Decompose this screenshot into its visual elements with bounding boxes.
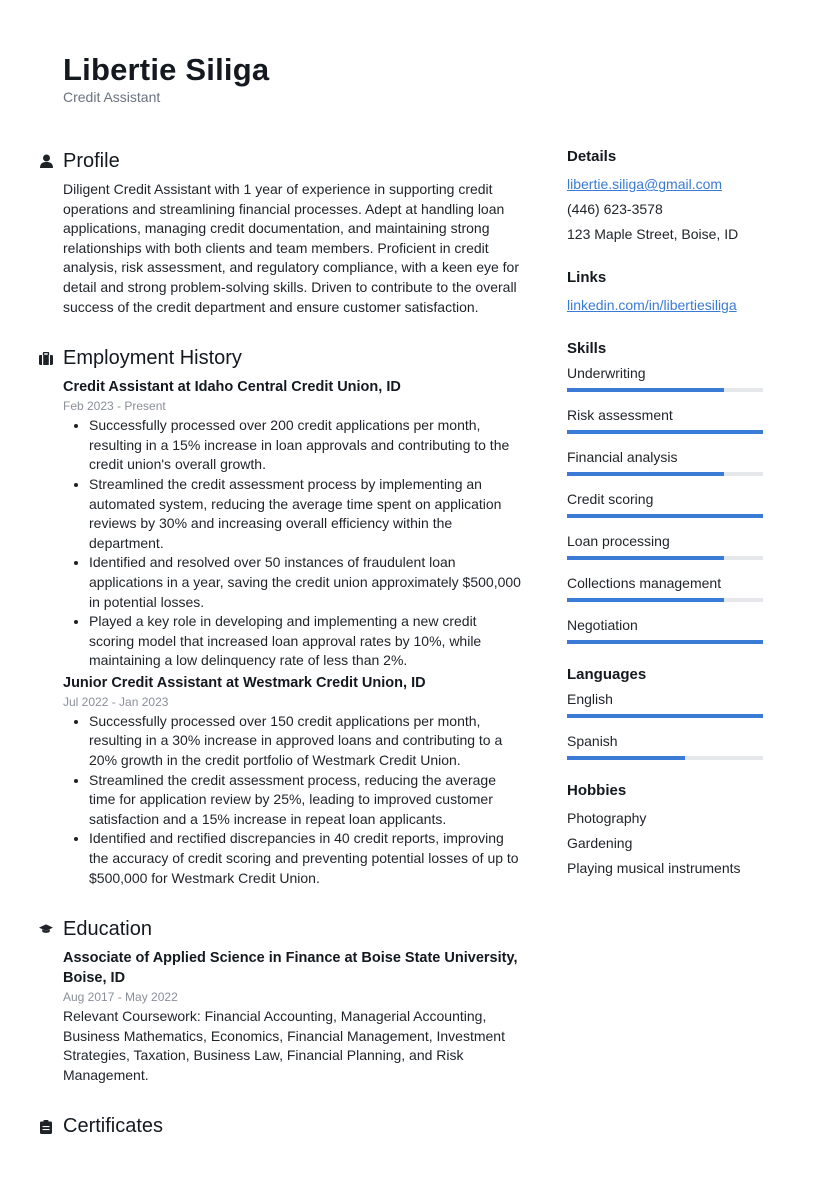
profile-text: Diligent Credit Assistant with 1 year of experience in supporting credit operations and streamlining financial processes. Adept at handling loan applications, managing credit documentation, and maintaining strong relationships with both clients and team members. Proficient in credit analysis, risk assessment, and regulatory compliance, with a keen eye for detail and strong problem-solving skills. Driven to contribute to the overall success of the credit department and ensure customer satisfaction. xyxy=(63,181,519,315)
skill-level-bar xyxy=(567,598,763,602)
skill-name: Loan processing xyxy=(567,533,670,549)
job-entry xyxy=(63,673,523,888)
graduation-cap-icon xyxy=(39,922,53,936)
skill-item xyxy=(567,448,767,476)
language-level-fill xyxy=(567,714,763,718)
skill-item xyxy=(567,364,767,392)
language-level-bar xyxy=(567,714,763,718)
skills-section xyxy=(567,338,767,644)
certificates-section xyxy=(63,1112,523,1142)
skill-level-fill xyxy=(567,514,763,518)
candidate-name: Libertie Siliga xyxy=(63,52,270,87)
job-title: Junior Credit Assistant at Westmark Credit Union, ID xyxy=(63,674,426,691)
skill-name: Credit scoring xyxy=(567,491,654,507)
skill-level-bar xyxy=(567,556,763,560)
skill-name: Risk assessment xyxy=(567,407,673,423)
profile-heading: Profile xyxy=(63,149,120,172)
job-bullet: • Identified and resolved over 50 instances of fraudulent loan applications in a year, saving the credit union approximately $500,000 in potential losses. xyxy=(89,553,523,612)
skill-item xyxy=(567,406,767,434)
skill-level-fill xyxy=(567,430,763,434)
details-section xyxy=(567,146,767,247)
skill-level-bar xyxy=(567,472,763,476)
degree-title: Associate of Applied Science in Finance at Boise State University, Boise, ID xyxy=(63,950,518,987)
hobby-item: Playing musical instruments xyxy=(567,860,741,876)
candidate-title: Credit Assistant xyxy=(63,89,161,105)
address: 123 Maple Street, Boise, ID xyxy=(567,226,739,242)
skill-level-fill xyxy=(567,472,724,476)
hobby-item: Photography xyxy=(567,810,647,826)
resume-header xyxy=(63,52,269,105)
languages-section xyxy=(567,664,767,760)
skill-level-bar xyxy=(567,430,763,434)
skill-item xyxy=(567,616,767,644)
language-name: Spanish xyxy=(567,733,618,749)
skill-level-bar xyxy=(567,514,763,518)
job-bullet: • Streamlined the credit assessment process, reducing the average time for application review by 25%, leading to improved customer satisfaction and a 15% increase in repeat loan applicants. xyxy=(89,771,523,830)
hobby-item: Gardening xyxy=(567,835,633,851)
skill-item xyxy=(567,574,767,602)
skill-item xyxy=(567,532,767,560)
skill-name: Financial analysis xyxy=(567,449,678,465)
sidebar-column xyxy=(567,146,767,901)
language-item xyxy=(567,732,767,760)
employment-heading: Employment History xyxy=(63,346,242,369)
certificate-icon xyxy=(39,1120,53,1134)
job-bullet: • Identified and rectified discrepancies in 40 credit reports, improving the accuracy of credit scoring and preventing potential losses of up to $500,000 for Westmark Credit Union. xyxy=(89,829,523,888)
skill-name: Negotiation xyxy=(567,617,638,633)
education-dates: Aug 2017 - May 2022 xyxy=(63,990,178,1005)
skill-level-bar xyxy=(567,388,763,392)
job-dates: Feb 2023 - Present xyxy=(63,399,166,414)
language-name: English xyxy=(567,691,613,707)
briefcase-icon xyxy=(39,351,53,365)
certificates-heading: Certificates xyxy=(63,1115,164,1138)
main-column xyxy=(63,146,523,1168)
job-bullet: • Successfully processed over 200 credit applications per month, resulting in a 15% increase in loan approvals and contributing to the credit union's overall growth. xyxy=(89,416,523,475)
skills-heading: Skills xyxy=(567,340,607,357)
language-level-bar xyxy=(567,756,763,760)
skill-level-fill xyxy=(567,640,763,644)
phone-number: (446) 623-3578 xyxy=(567,201,663,217)
job-bullet: • Streamlined the credit assessment process by implementing an automated system, reducing the average time spent on application reviews by 30% and increasing overall efficiency within the department. xyxy=(89,475,523,553)
job-bullet: • Played a key role in developing and implementing a new credit scoring model that increased loan approval rates by 10%, while maintaining a low delinquency rate of less than 2%. xyxy=(89,612,523,671)
person-icon xyxy=(39,154,53,168)
job-bullets xyxy=(63,416,523,671)
languages-heading: Languages xyxy=(567,666,647,683)
job-dates: Jul 2022 - Jan 2023 xyxy=(63,694,169,709)
education-text: Relevant Coursework: Financial Accounting, Managerial Accounting, Business Mathematics, Economics, Financial Management, Investment Strategies, Taxation, Business Law, Financial Planning, and Risk Management. xyxy=(63,1008,505,1083)
skill-level-fill xyxy=(567,598,724,602)
links-heading: Links xyxy=(567,269,607,286)
skill-name: Collections management xyxy=(567,575,722,591)
education-section xyxy=(63,914,523,1085)
linkedin-link[interactable]: linkedin.com/in/libertiesiliga xyxy=(567,297,737,313)
hobbies-heading: Hobbies xyxy=(567,782,627,799)
education-heading: Education xyxy=(63,917,152,940)
language-item xyxy=(567,690,767,718)
skill-level-fill xyxy=(567,556,724,560)
job-entry xyxy=(63,377,523,671)
details-heading: Details xyxy=(567,148,617,165)
job-bullet: • Successfully processed over 150 credit applications per month, resulting in a 30% increase in approved loans and contributing to a 20% growth in the credit portfolio of Westmark Credit Union. xyxy=(89,712,523,771)
job-title: Credit Assistant at Idaho Central Credit Union, ID xyxy=(63,379,401,396)
skill-level-bar xyxy=(567,640,763,644)
profile-section xyxy=(63,146,523,317)
links-section xyxy=(567,267,767,318)
employment-section xyxy=(63,343,523,888)
skill-level-fill xyxy=(567,388,724,392)
language-level-fill xyxy=(567,756,685,760)
hobbies-section xyxy=(567,780,767,881)
email-link[interactable]: libertie.siliga@gmail.com xyxy=(567,176,723,192)
job-bullets xyxy=(63,712,523,888)
skill-item xyxy=(567,490,767,518)
skill-name: Underwriting xyxy=(567,365,646,381)
